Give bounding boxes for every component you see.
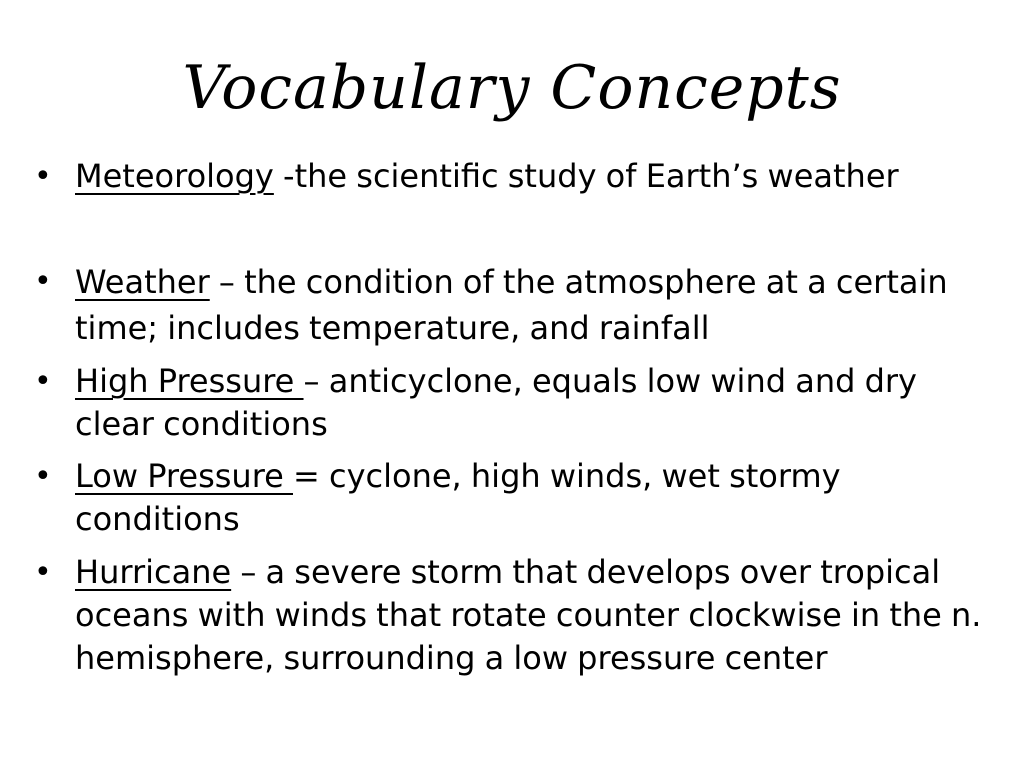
- bullet-text: [75, 360, 990, 446]
- vocab-term: Low Pressure: [75, 457, 293, 495]
- vocab-term: Hurricane: [75, 553, 232, 591]
- bullet-text: [75, 259, 990, 351]
- bullet-text: [75, 455, 990, 541]
- bullet-icon: •: [34, 364, 52, 399]
- vocab-definition: = cyclone, high winds, wet stormy conditions: [75, 457, 841, 538]
- bullet-text: [75, 551, 990, 680]
- list-item: [34, 155, 994, 198]
- list-item: [34, 360, 994, 446]
- vocab-definition: – a severe storm that develops over tropical oceans with winds that rotate counter clockwise in the n. hemisphere, surrounding a low pressure center: [75, 553, 982, 677]
- list-item: [34, 259, 994, 351]
- bullet-text: [75, 155, 990, 198]
- vocab-term: Weather: [75, 263, 210, 301]
- vocab-definition: – anticyclone, equals low wind and dry clear conditions: [75, 362, 917, 443]
- slide-title: Vocabulary Concepts: [182, 53, 842, 123]
- bullet-icon: •: [34, 555, 52, 590]
- list-item: [34, 551, 994, 680]
- bullet-icon: •: [34, 159, 52, 194]
- vocab-term: Meteorology: [75, 157, 274, 195]
- vocab-term: High Pressure: [75, 362, 304, 400]
- bullet-icon: •: [34, 264, 52, 299]
- vocab-definition: – the condition of the atmosphere at a certain time; includes temperature, and rainfall: [75, 263, 948, 347]
- bullet-icon: •: [34, 459, 52, 494]
- vocab-definition: -the scientific study of Earth’s weather: [273, 157, 899, 195]
- list-item: [34, 455, 994, 541]
